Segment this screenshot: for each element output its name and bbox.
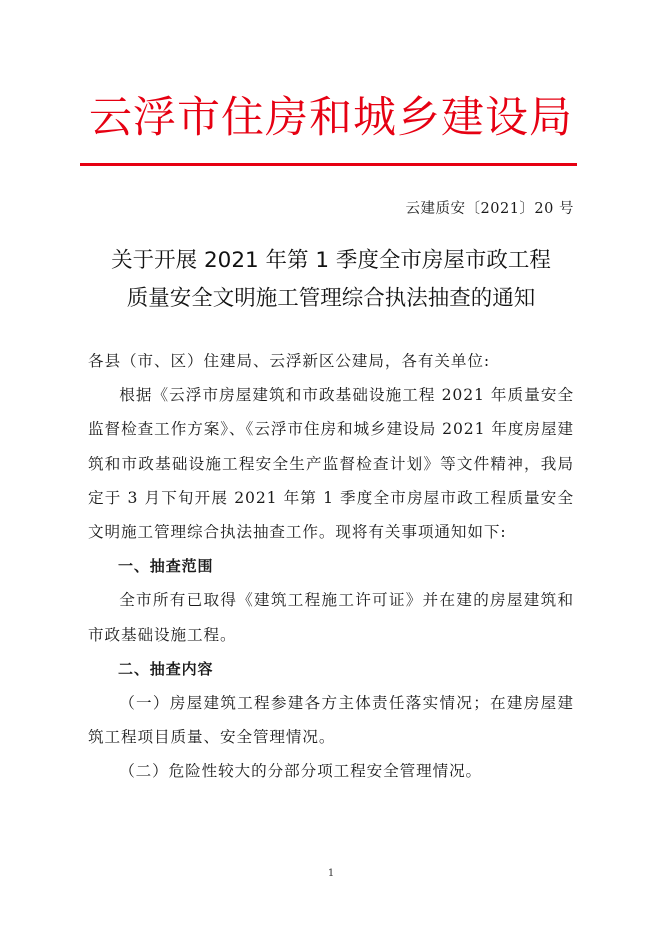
page-number: 1 (327, 868, 335, 879)
red-header-rule (80, 163, 577, 166)
paragraph-basis: 根据《云浮市房屋建筑和市政基础设施工程 2021 年质量安全监督检查工作方案》、《云浮市住房和城乡建设局 2021 年度房屋建筑和市政基础设施工程安全生产监督检查计划》等文件精神，我局定于 3 月下旬开展 2021 年第 1 季度全市房屋市政工程质量安全文明施工管理综合执法抽查工作。现将有关事项通知如下: (88, 386, 574, 542)
section-heading-content: 二、抽查内容 (118, 659, 214, 678)
content-item-1: （一）房屋建筑工程参建各方主体责任落实情况；在建房屋建筑工程项目质量、安全管理情况。 (88, 694, 574, 747)
title-line-1: 关于开展 2021 年第 1 季度全市房屋市政工程 (111, 248, 551, 273)
salutation: 各县（市、区）住建局、云浮新区公建局，各有关单位: (88, 352, 491, 370)
document-title (80, 242, 582, 318)
title-line-2: 质量安全文明施工管理综合执法抽查的通知 (126, 286, 536, 311)
section-heading-scope: 一、抽查范围 (118, 557, 214, 576)
document-number: 云建质安〔2021〕20 号 (405, 201, 574, 217)
document-body (88, 344, 574, 789)
issuing-authority-header: 云浮市住房和城乡建设局 (89, 93, 573, 143)
content-item-2: （二）危险性较大的分部分项工程安全管理情况。 (119, 762, 483, 781)
paragraph-scope: 全市所有已取得《建筑工程施工许可证》并在建的房屋建筑和市政基础设施工程。 (88, 591, 574, 644)
